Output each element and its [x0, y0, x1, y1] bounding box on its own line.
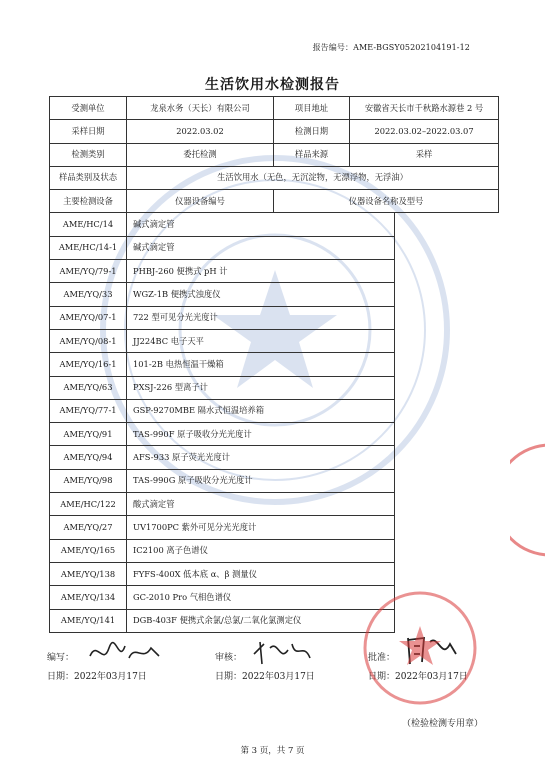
equipment-name: AFS-933 原子荧光光度计	[127, 446, 395, 469]
equipment-name: 碱式滴定管	[127, 213, 395, 236]
table-row	[50, 539, 499, 562]
seal-caption: （检验检测专用章）	[402, 719, 484, 729]
equipment-code: AME/YQ/27	[50, 516, 127, 539]
equipment-name: WGZ-1B 便携式浊度仪	[127, 283, 395, 306]
equipment-code-header: 仪器设备编号	[127, 190, 274, 213]
table-row	[50, 562, 499, 585]
seam-seal-icon	[510, 440, 545, 560]
table-row	[50, 329, 499, 352]
source-label: 样品来源	[274, 143, 350, 166]
testing-date-value: 2022.03.02–2022.03.07	[350, 120, 499, 143]
table-row	[50, 353, 499, 376]
reviewed-date: 日期：2022年03月17日	[215, 672, 315, 682]
equipment-code: AME/HC/122	[50, 493, 127, 516]
equipment-name: IC2100 离子色谱仪	[127, 539, 395, 562]
equipment-code: AME/YQ/16-1	[50, 353, 127, 376]
equipment-code: AME/YQ/138	[50, 562, 127, 585]
equipment-code: AME/YQ/141	[50, 609, 127, 632]
equipment-header-row	[50, 190, 499, 213]
equipment-code: AME/YQ/134	[50, 586, 127, 609]
category-value: 委托检测	[127, 143, 274, 166]
equipment-code: AME/YQ/63	[50, 376, 127, 399]
table-row	[50, 399, 499, 422]
table-row	[50, 446, 499, 469]
table-row	[50, 586, 499, 609]
info-row-sample-state	[50, 166, 499, 189]
address-value: 安徽省天长市千秋路水源巷 2 号	[350, 97, 499, 120]
prepared-date: 日期：2022年03月17日	[47, 672, 147, 682]
equipment-name: TAS-990F 原子吸收分光光度计	[127, 423, 395, 446]
equipment-name: GC-2010 Pro 气相色谱仪	[127, 586, 395, 609]
report-table	[49, 96, 499, 633]
equipment-code: AME/YQ/94	[50, 446, 127, 469]
equipment-code: AME/YQ/79-1	[50, 260, 127, 283]
equipment-code: AME/YQ/07-1	[50, 306, 127, 329]
signature-approved-icon	[402, 630, 462, 670]
signature-prepared-icon	[85, 636, 165, 670]
info-row-client	[50, 97, 499, 120]
table-row	[50, 236, 499, 259]
equipment-section-label: 主要检测设备	[50, 190, 127, 213]
equipment-name: PXSJ-226 型离子计	[127, 376, 395, 399]
page-number: 第 3 页，共 7 页	[240, 746, 305, 756]
sample-state-label: 样品类别及状态	[50, 166, 127, 189]
equipment-name: GSP-9270MBE 隔水式恒温培养箱	[127, 399, 395, 422]
equipment-name: 101-2B 电热恒温干燥箱	[127, 353, 395, 376]
category-label: 检测类别	[50, 143, 127, 166]
client-label: 受测单位	[50, 97, 127, 120]
table-row	[50, 493, 499, 516]
testing-date-label: 检测日期	[274, 120, 350, 143]
equipment-code: AME/YQ/08-1	[50, 329, 127, 352]
table-row	[50, 213, 499, 236]
equipment-name: TAS-990G 原子吸收分光光度计	[127, 469, 395, 492]
equipment-name: DGB-403F 便携式余氯/总氯/二氧化氯测定仪	[127, 609, 395, 632]
equipment-code: AME/HC/14-1	[50, 236, 127, 259]
table-row	[50, 376, 499, 399]
report-number: 报告编号：AME-BGSY05202104191-12	[312, 43, 470, 52]
sampling-date-value: 2022.03.02	[127, 120, 274, 143]
equipment-name: UV1700PC 紫外可见分光光度计	[127, 516, 395, 539]
table-row	[50, 423, 499, 446]
info-row-category	[50, 143, 499, 166]
equipment-code: AME/YQ/77-1	[50, 399, 127, 422]
signature-reviewed-icon	[250, 636, 320, 668]
table-row	[50, 306, 499, 329]
approved-date: 日期：2022年03月17日	[368, 672, 468, 682]
table-row	[50, 283, 499, 306]
equipment-name-header: 仪器设备名称及型号	[274, 190, 499, 213]
table-row	[50, 469, 499, 492]
equipment-name: 碱式滴定管	[127, 236, 395, 259]
address-label: 项目地址	[274, 97, 350, 120]
equipment-code: AME/YQ/91	[50, 423, 127, 446]
reviewed-label: 审核：	[215, 653, 243, 663]
equipment-name: JJ224BC 电子天平	[127, 329, 395, 352]
page-title: 生活饮用水检测报告	[205, 77, 340, 93]
equipment-code: AME/HC/14	[50, 213, 127, 236]
source-value: 采样	[350, 143, 499, 166]
approved-label: 批准：	[368, 653, 396, 663]
client-value: 龙泉水务（天长）有限公司	[127, 97, 274, 120]
table-row	[50, 609, 499, 632]
table-row	[50, 516, 499, 539]
equipment-name: 722 型可见分光光度计	[127, 306, 395, 329]
sampling-date-label: 采样日期	[50, 120, 127, 143]
equipment-code: AME/YQ/33	[50, 283, 127, 306]
equipment-code: AME/YQ/165	[50, 539, 127, 562]
prepared-label: 编写：	[47, 653, 75, 663]
equipment-name: 酸式滴定管	[127, 493, 395, 516]
info-row-dates	[50, 120, 499, 143]
equipment-code: AME/YQ/98	[50, 469, 127, 492]
table-row	[50, 260, 499, 283]
sample-state-value: 生活饮用水（无色，无沉淀物，无漂浮物，无浮油）	[127, 166, 499, 189]
equipment-name: PHBJ-260 便携式 pH 计	[127, 260, 395, 283]
equipment-name: FYFS-400X 低本底 α、β 测量仪	[127, 562, 395, 585]
